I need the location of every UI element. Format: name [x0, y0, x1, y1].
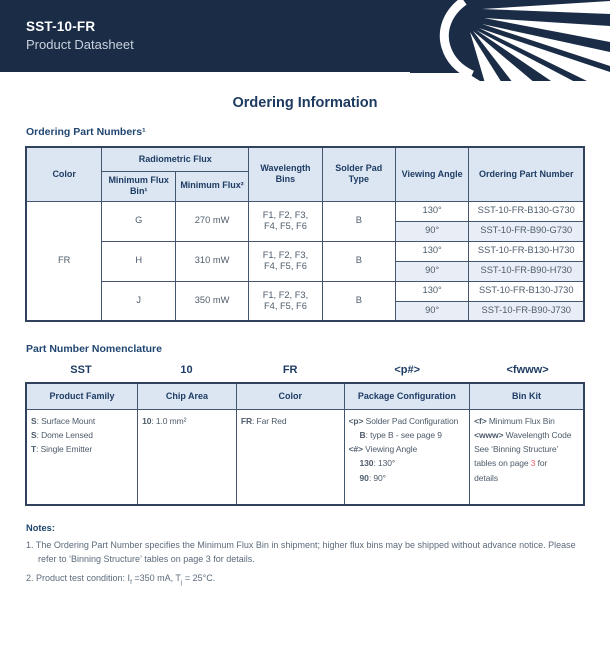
col-chip-area: Chip Area — [138, 383, 237, 409]
col-radiometric-flux: Radiometric Flux — [102, 147, 249, 171]
text-line: details — [474, 472, 498, 483]
table-row — [26, 201, 584, 221]
cell-wavelength-bins: F1, F2, F3, F4, F5, F6 — [249, 201, 323, 241]
col-viewing-angle: Viewing Angle — [395, 147, 469, 201]
header-subtitle: Product Datasheet — [26, 37, 134, 52]
cell-color-nom — [236, 409, 344, 505]
cell-part-number: SST-10-FR-B130-H730 — [469, 241, 584, 261]
cell-part-number: SST-10-FR-B130-G730 — [469, 201, 584, 221]
note-1: 1. The Ordering Part Number specifies the Minimum Flux Bin in shipment; higher flux bins may be shipped without advance notice. Please refer to ‘Binning Structure’ tables on page 3 for details. — [26, 540, 576, 564]
cell-viewing-angle: 90° — [395, 261, 469, 281]
col-min-flux-bin: Minimum Flux Bin¹ — [102, 171, 176, 201]
cell-viewing-angle: 130° — [395, 241, 469, 261]
cell-color-value: FR — [26, 201, 102, 321]
ordering-part-numbers-heading: Ordering Part Numbers¹ — [26, 126, 146, 138]
token-color: FR — [282, 364, 298, 376]
header-text — [26, 19, 134, 52]
cell-solder-pad: B — [322, 201, 395, 241]
col-package-configuration: Package Configuration — [344, 383, 470, 409]
col-ordering-part-number: Ordering Part Number — [469, 147, 584, 201]
token-chip-area: 10 — [180, 364, 193, 376]
text-line: 130: 130° — [359, 458, 396, 469]
text-line: FR: Far Red — [240, 415, 287, 426]
cell-solder-pad: B — [322, 281, 395, 321]
text-line: <f> Minimum Flux Bin — [474, 415, 555, 426]
col-color-nom: Color — [236, 383, 344, 409]
text-line: <#> Viewing Angle — [348, 444, 418, 455]
part-number-nomenclature-heading: Part Number Nomenclature — [26, 343, 162, 355]
col-bin-kit: Bin Kit — [470, 383, 584, 409]
cell-part-number: SST-10-FR-B90-G730 — [469, 221, 584, 241]
cell-bin-kit — [470, 409, 584, 505]
cell-viewing-angle: 90° — [395, 221, 469, 241]
token-product-family: SST — [70, 364, 92, 376]
col-solder-pad-type: Solder Pad Type — [322, 147, 395, 201]
page-title: Ordering Information — [232, 95, 378, 111]
cell-flux-bin: J — [102, 281, 176, 321]
cell-min-flux: 350 mW — [176, 281, 249, 321]
rays-fan-logo-icon — [410, 0, 610, 84]
cell-viewing-angle: 130° — [395, 281, 469, 301]
text-line: <www> Wavelength Code — [474, 429, 572, 440]
header-bar — [0, 0, 610, 72]
page-body — [0, 95, 610, 587]
cell-chip-area — [138, 409, 237, 505]
cell-flux-bin: G — [102, 201, 176, 241]
col-min-flux: Minimum Flux² — [176, 171, 249, 201]
text-line: 10: 1.0 mm² — [142, 415, 187, 426]
text-line: tables on page 3 for — [474, 458, 548, 469]
page-link[interactable]: 3 — [530, 458, 536, 469]
cell-wavelength-bins: F1, F2, F3, F4, F5, F6 — [249, 281, 323, 321]
nomenclature-table — [25, 382, 585, 506]
notes-heading: Notes: — [26, 523, 55, 533]
product-name: SST-10-FR — [26, 19, 96, 34]
cell-viewing-angle: 90° — [395, 301, 469, 321]
table-row — [26, 241, 584, 261]
cell-flux-bin: H — [102, 241, 176, 281]
cell-solder-pad: B — [322, 241, 395, 281]
col-product-family: Product Family — [26, 383, 138, 409]
table-row — [26, 409, 584, 505]
col-wavelength-bins: Wavelength Bins — [249, 147, 323, 201]
token-bin-kit: <fwww> — [506, 364, 549, 376]
text-line: T: Single Emitter — [31, 444, 93, 455]
cell-part-number: SST-10-FR-B90-J730 — [469, 301, 584, 321]
text-line: S: Dome Lensed — [31, 429, 93, 440]
cell-part-number: SST-10-FR-B90-H730 — [469, 261, 584, 281]
note-2: 2. Product test condition: $I_f =350$ mA, $T_j = 25^\circ C$. — [26, 573, 216, 586]
cell-product-family — [26, 409, 138, 505]
text-line: See ‘Binning Structure’ — [474, 444, 559, 455]
cell-viewing-angle: 130° — [395, 201, 469, 221]
cell-package-configuration — [344, 409, 470, 505]
text-line: <p> Solder Pad Configuration — [348, 415, 459, 426]
token-package-config: <p#> — [394, 364, 421, 376]
text-line: S: Surface Mount — [31, 415, 96, 426]
table-row — [26, 281, 584, 301]
text-line: B: type B - see page 9 — [359, 429, 442, 440]
cell-min-flux: 270 mW — [176, 201, 249, 241]
part-number-tokens — [25, 364, 585, 376]
cell-min-flux: 310 mW — [176, 241, 249, 281]
text-line: 90: 90° — [359, 472, 386, 483]
ordering-part-numbers-table — [25, 146, 585, 322]
cell-wavelength-bins: F1, F2, F3, F4, F5, F6 — [249, 241, 323, 281]
col-color: Color — [26, 147, 102, 201]
cell-part-number: SST-10-FR-B130-J730 — [469, 281, 584, 301]
